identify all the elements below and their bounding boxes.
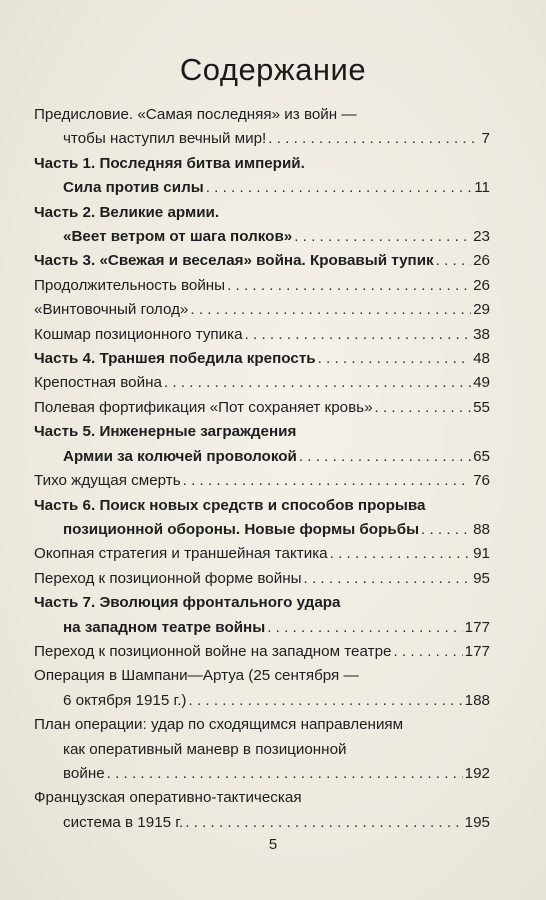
dot-leader [421,518,471,542]
toc-entry-line [34,396,490,420]
toc-entry-line [34,786,490,810]
toc-page-number: 177 [464,642,490,660]
toc-page-number: 192 [464,764,490,782]
toc-entry-text: Часть 6. Поиск новых средств и способов прорыва [34,496,426,514]
toc-entry-line [34,616,490,640]
dot-leader [375,396,472,420]
dot-leader [189,689,463,713]
toc-entry-line [34,762,490,786]
toc-entry-text: Сила против силы [63,179,204,197]
toc-entry-line [34,567,490,591]
toc-entry-line [34,518,490,542]
toc-entry-line [34,249,490,273]
toc-page-number: 177 [464,618,490,636]
toc-page-number: 188 [464,691,490,709]
toc-entry-text: на западном театре войны [63,618,266,636]
toc-page-number: 38 [473,325,490,343]
dot-leader [436,249,471,273]
toc-entry [34,347,490,371]
toc-entry [34,786,490,835]
toc-entry [34,396,490,420]
toc-entry-text: Продолжительность войны [34,276,226,294]
toc-entry-text: Армии за колючей проволокой [63,447,297,465]
toc-entry-text: Часть 5. Инженерные заграждения [34,423,297,441]
toc-entry [34,323,490,347]
toc-entry-text: Операция в Шампани—Артуа (25 сентября — [34,667,359,685]
page-number: 5 [268,836,278,853]
toc-page-number: 11 [474,179,490,197]
toc-page-number: 88 [473,520,490,538]
toc-entry-text: Часть 7. Эволюция фронтального удара [34,594,341,612]
toc-page-number: 55 [473,398,490,416]
dot-leader [227,274,471,298]
table-of-contents [34,103,490,835]
toc-entry [34,469,490,493]
toc-entry-text: Часть 3. «Свежая и веселая» война. Кровавый тупик [34,252,434,270]
toc-page-number: 91 [473,545,490,563]
toc-entry-line [34,811,490,835]
toc-page-number: 95 [473,569,490,587]
toc-entry [34,103,490,152]
toc-entry [34,201,490,250]
toc-entry-line [34,274,490,298]
toc-entry-line [34,103,490,127]
dot-leader [268,127,479,151]
toc-entry [34,640,490,664]
toc-entry-text: Переход к позиционной войне на западном театре [34,642,392,660]
toc-entry-line [34,225,490,249]
toc-entry-line [34,542,490,566]
toc-entry-text: Французская оперативно-тактическая [34,789,302,807]
dot-leader [330,542,471,566]
toc-entry-line [34,494,490,518]
dot-leader [299,445,471,469]
toc-page-number: 26 [473,252,490,270]
toc-page-number: 29 [473,301,490,319]
dot-leader [294,225,471,249]
toc-page-number: 7 [481,130,490,148]
toc-entry-text: Окопная стратегия и траншейная тактика [34,545,328,563]
dot-leader [164,371,471,395]
dot-leader [304,567,472,591]
toc-entry [34,567,490,591]
toc-entry-text: чтобы наступил вечный мир! [63,130,267,148]
toc-entry-text: система в 1915 г. [63,813,184,831]
dot-leader [267,616,462,640]
toc-entry-text: Переход к позиционной форме войны [34,569,302,587]
toc-entry-line [34,469,490,493]
toc-entry-text: Кошмар позиционного тупика [34,325,243,343]
dot-leader [183,469,471,493]
toc-page-number: 49 [473,374,490,392]
toc-entry [34,713,490,786]
toc-page-number: 48 [473,350,490,368]
toc-entry-text: План операции: удар по сходящимся направлениям [34,716,404,734]
dot-leader [318,347,472,371]
toc-entry-line [34,445,490,469]
toc-page-number: 23 [473,228,490,246]
toc-page-number: 195 [464,813,490,831]
toc-entry-line [34,640,490,664]
toc-entry-line [34,713,490,737]
toc-entry-line [34,591,490,615]
dot-leader [107,762,463,786]
toc-entry [34,542,490,566]
toc-entry [34,371,490,395]
toc-entry-text: Полевая фортификация «Пот сохраняет кровь» [34,398,373,416]
toc-entry-line [34,347,490,371]
toc-entry-line [34,738,490,762]
toc-page-number: 26 [473,276,490,294]
toc-entry [34,664,490,713]
page-title: Содержание [179,52,367,87]
dot-leader [245,323,472,347]
toc-entry [34,274,490,298]
toc-entry-text: «Веет ветром от шага полков» [63,228,293,246]
toc-entry-text: «Винтовочный голод» [34,301,189,319]
toc-entry-line [34,127,490,151]
toc-entry [34,249,490,273]
dot-leader [393,640,462,664]
toc-page-number: 65 [473,447,490,465]
toc-entry-text: Тихо ждущая смерть [34,472,181,490]
dot-leader [190,298,471,322]
toc-entry-text: 6 октября 1915 г.) [63,691,187,709]
toc-entry-line [34,298,490,322]
toc-page-number: 76 [473,472,490,490]
toc-entry-line [34,176,490,200]
dot-leader [185,811,462,835]
toc-entry-line [34,323,490,347]
toc-entry-line [34,201,490,225]
dot-leader [206,176,473,200]
toc-entry [34,591,490,640]
toc-entry-line [34,371,490,395]
toc-entry-text: Крепостная война [34,374,162,392]
toc-entry-line [34,689,490,713]
toc-entry [34,152,490,201]
toc-entry-text: Предисловие. «Самая последняя» из войн — [34,106,357,123]
toc-entry-text: Часть 1. Последняя битва империй. [34,154,305,172]
toc-entry-text: позиционной обороны. Новые формы борьбы [63,520,420,538]
toc-entry-text: как оперативный маневр в позиционной [63,740,347,758]
toc-entry-line [34,420,490,444]
toc-entry-line [34,152,490,176]
toc-entry [34,494,490,543]
toc-entry-text: войне [63,764,105,782]
toc-entry-text: Часть 4. Траншея победила крепость [34,350,316,368]
toc-entry-text: Часть 2. Великие армии. [34,203,220,221]
toc-entry [34,420,490,469]
toc-entry [34,298,490,322]
toc-entry-line [34,664,490,688]
